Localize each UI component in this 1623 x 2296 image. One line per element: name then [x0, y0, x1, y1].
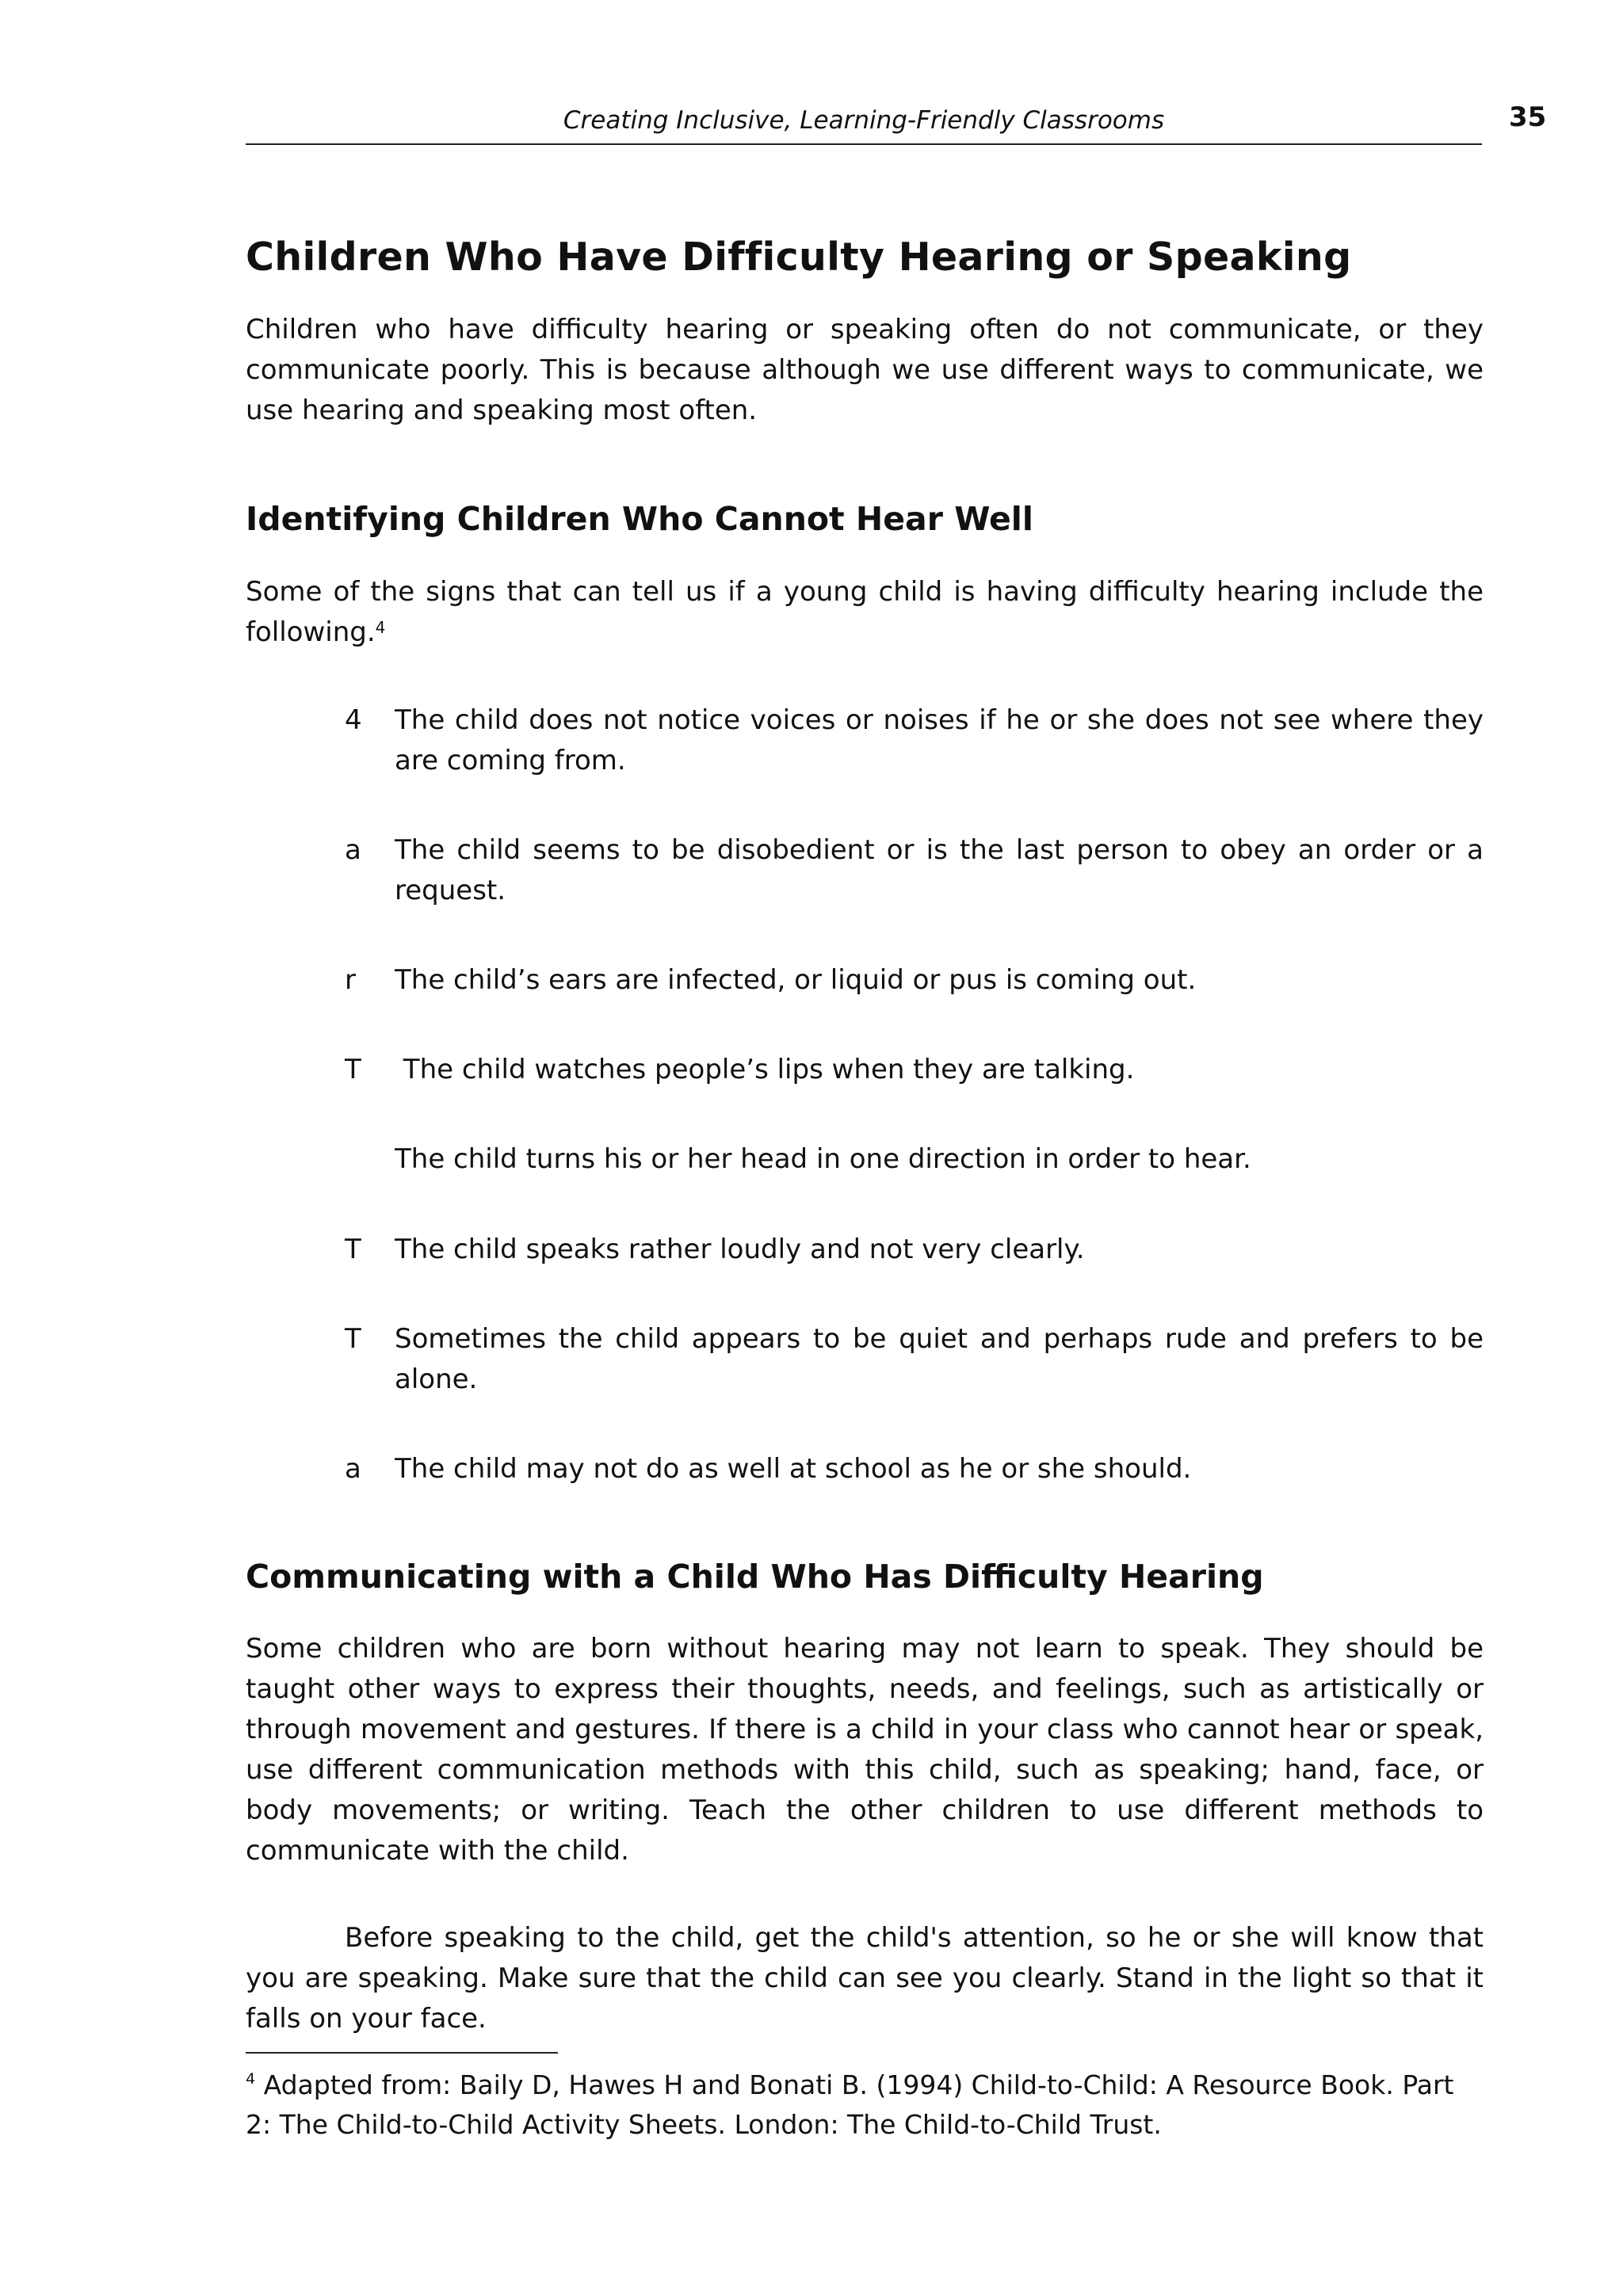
identifying-intro-text: Some of the signs that can tell us if a young child is having difficulty hearing include the following. — [246, 576, 1484, 648]
list-item: The child may not do as well at school as he or she should. — [395, 1453, 1192, 1485]
footnote-text: Adapted from: Baily D, Hawes H and Bonati B. (1994) Child-to-Child: A Resource Book. Part 2: The Child-to-Child Activity Sheets. London: The Child-to-Child Trust. — [246, 2069, 1454, 2140]
footnote-rule — [246, 2052, 558, 2054]
running-header-title: Creating Inclusive, Learning-Friendly Classrooms — [563, 106, 1165, 135]
list-item: The child seems to be disobedient or is the last person to obey an order or a request. — [395, 834, 1484, 906]
page-number: 35 — [1509, 101, 1547, 133]
footnote-reference: 4 — [375, 618, 386, 637]
communicating-paragraph-1: Some children who are born without hearing may not learn to speak. They should be taught other ways to express their thoughts, needs, and feelings, such as artistically or through movement and gestures. If there is a child in your class who cannot hear or speak, use different communication methods with this child, such as speaking; hand, face, or body movements; or writing. Teach the other children to use different methods to communicate with the child. — [246, 1633, 1484, 1867]
list-item-marker: a — [345, 1453, 361, 1485]
list-item-marker: 4 — [345, 704, 362, 736]
header-rule — [246, 143, 1482, 145]
list-item: The child’s ears are infected, or liquid or pus is coming out. — [395, 964, 1197, 996]
section-heading-communicating: Communicating with a Child Who Has Difficulty Hearing — [246, 1558, 1264, 1596]
list-item: The child watches people’s lips when they are talking. — [395, 1054, 1135, 1085]
communicating-paragraph-2: Before speaking to the child, get the child's attention, so he or she will know that you are speaking. Make sure that the child can see you clearly. Stand in the light so that it falls on your face. — [246, 1922, 1484, 2035]
identifying-intro-paragraph — [246, 572, 1484, 653]
intro-paragraph: Children who have difficulty hearing or speaking often do not communicate, or they communicate poorly. This is because although we use different ways to communicate, we use hearing and speaking most often. — [246, 314, 1484, 426]
list-item-marker: T — [345, 1323, 361, 1355]
list-item: The child turns his or her head in one direction in order to hear. — [395, 1143, 1251, 1175]
list-item: Sometimes the child appears to be quiet and perhaps rude and prefers to be alone. — [395, 1323, 1484, 1395]
list-item-marker: T — [345, 1234, 361, 1265]
footnote — [246, 2065, 1484, 2145]
footnote-number: 4 — [246, 2070, 256, 2088]
list-item-marker: T — [345, 1054, 361, 1085]
list-item-marker: r — [345, 964, 356, 996]
section-heading-identifying: Identifying Children Who Cannot Hear Well — [246, 500, 1033, 538]
list-item: The child speaks rather loudly and not very clearly. — [395, 1234, 1085, 1265]
list-item: The child does not notice voices or noises if he or she does not see where they are coming from. — [395, 704, 1484, 776]
list-item-marker: a — [345, 834, 361, 866]
page-title: Children Who Have Difficulty Hearing or Speaking — [246, 235, 1352, 280]
